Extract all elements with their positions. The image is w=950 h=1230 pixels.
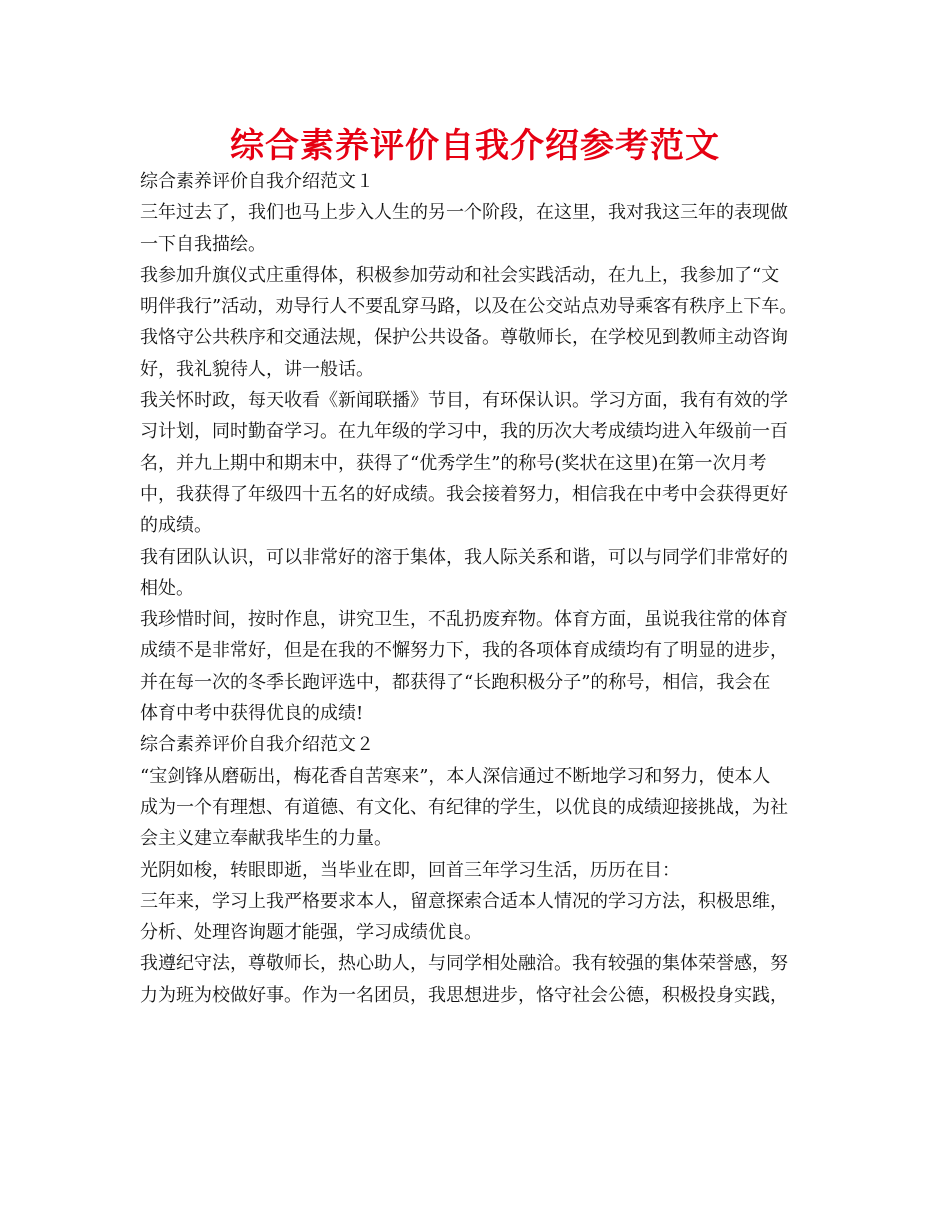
section-heading-2: 综合素养评价自我介绍范文２: [140, 734, 374, 756]
paragraph-line: 我珍惜时间，按时作息，讲究卫生，不乱扔废弃物。体育方面，虽说我往常的体育: [140, 609, 788, 631]
paragraph-line: 三年来，学习上我严格要求本人，留意探索合适本人情况的学习方法，积极思维，: [140, 890, 788, 912]
paragraph-line: 名，并九上期中和期末中，获得了“优秀学生”的称号(奖状在这里)在第一次月考: [140, 452, 767, 474]
paragraph-line: 一下自我描绘。: [140, 233, 266, 255]
paragraph-line: 我有团队认识，可以非常好的溶于集体，我人际关系和谐，可以与同学们非常好的: [140, 546, 788, 568]
paragraph-line: 成绩不是非常好，但是在我的不懈努力下，我的各项体育成绩均有了明显的进步，: [140, 640, 788, 662]
paragraph-line: 光阴如梭，转眼即逝，当毕业在即，回首三年学习生活，历历在目：: [140, 859, 680, 881]
paragraph-line: 我参加升旗仪式庄重得体，积极参加劳动和社会实践活动，在九上，我参加了“文: [140, 264, 780, 286]
paragraph-line: 的成绩。: [140, 515, 212, 537]
paragraph-line: 我恪守公共秩序和交通法规，保护公共设备。尊敬师长，在学校见到教师主动咨询: [140, 327, 788, 349]
paragraph-line: 明伴我行”活动，劝导行人不要乱穿马路，以及在公交站点劝导乘客有秩序上下车。: [140, 296, 798, 318]
paragraph-line: 习计划，同时勤奋学习。在九年级的学习中，我的历次大考成绩均进入年级前一百: [140, 421, 788, 443]
document-body: [140, 166, 820, 1011]
paragraph-line: 相处。: [140, 577, 194, 599]
paragraph-line: 三年过去了，我们也马上步入人生的另一个阶段，在这里，我对我这三年的表现做: [140, 202, 788, 224]
document-title: 综合素养评价自我介绍参考范文: [230, 126, 720, 166]
paragraph-line: 会主义建立奉献我毕生的力量。: [140, 828, 392, 850]
paragraph-line: 中，我获得了年级四十五名的好成绩。我会接着努力，相信我在中考中会获得更好: [140, 483, 788, 505]
paragraph-line: 好，我礼貌待人，讲一般话。: [140, 358, 374, 380]
paragraph-line: 力为班为校做好事。作为一名团员，我思想进步，恪守社会公德，积极投身实践，: [140, 984, 788, 1006]
paragraph-line: “宝剑锋从磨砺出，梅花香自苦寒来”，本人深信通过不断地学习和努力，使本人: [140, 765, 771, 787]
paragraph-line: 分析、处理咨询题才能强，学习成绩优良。: [140, 922, 482, 944]
paragraph-line: 成为一个有理想、有道德、有文化、有纪律的学生，以优良的成绩迎接挑战，为社: [140, 796, 788, 818]
paragraph-line: 并在每一次的冬季长跑评选中，都获得了“长跑积极分子”的称号，相信，我会在: [140, 671, 771, 693]
section-heading-1: 综合素养评价自我介绍范文１: [140, 171, 374, 192]
paragraph-line: 我关怀时政，每天收看《新闻联播》节目，有环保认识。学习方面，我有有效的学: [140, 390, 788, 412]
paragraph-line: 体育中考中获得优良的成绩!: [140, 703, 364, 725]
paragraph-line: 我遵纪守法，尊敬师长，热心助人，与同学相处融洽。我有较强的集体荣誉感，努: [140, 953, 788, 975]
